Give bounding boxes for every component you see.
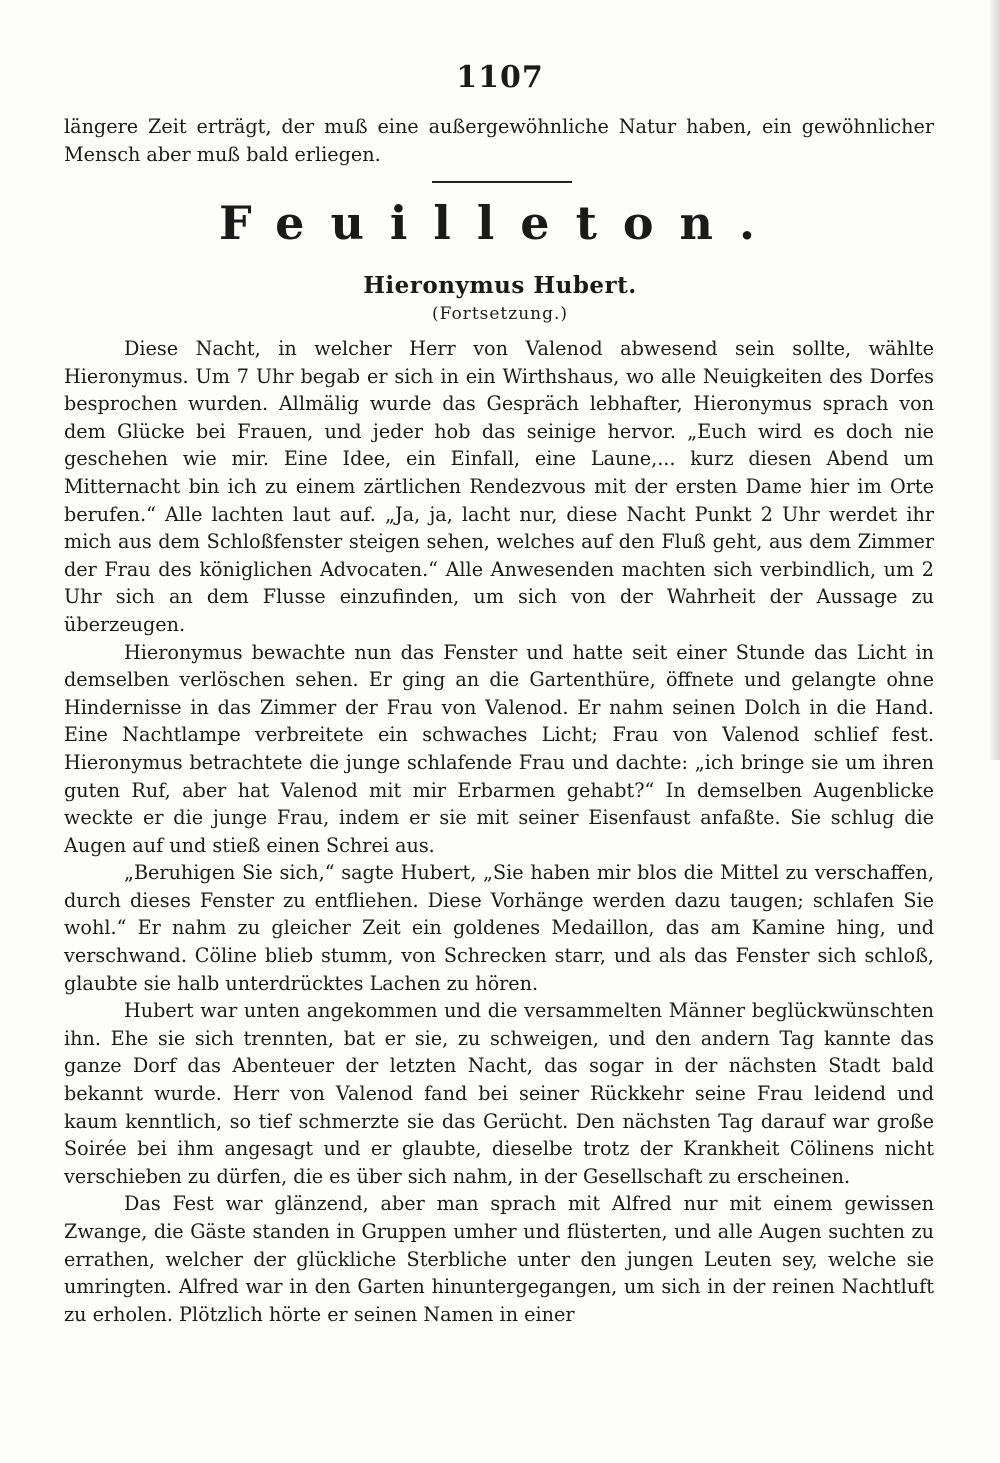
paragraph: Hieronymus bewachte nun das Fenster und hatte seit einer Stunde das Licht in demselben verlöschen sehen. Er ging an die Gartenthüre, öffnete und gelangte ohne Hindernisse in das Zimmer der Frau von Valenod. Er nahm seinen Dolch in die Hand. Eine Nachtlampe verbreitete ein schwaches Licht; Frau von Valenod schlief fest. Hieronymus betrachtete die junge schlafende Frau und dachte: „ich bringe sie um ihren guten Ruf, aber hat Valenod mit mir Erbarmen gehabt?“ In demselben Augenblicke weckte er die junge Frau, indem er sie mit seiner Eisenfaust anfaßte. Sie schlug die Augen auf und stieß einen Schrei aus.	[64, 640, 934, 857]
paragraph: Diese Nacht, in welcher Herr von Valenod abwesend sein sollte, wählte Hieronymus. Um 7 Uhr begab er sich in ein Wirthshaus, wo alle Neuigkeiten des Dorfes besprochen wurden. Allmälig wurde das Gespräch lebhafter, Hieronymus sprach von dem Glücke bei Frauen, und jeder hob das seinige hervor. „Euch wird es doch nie geschehen wie mir. Eine Idee, ein Einfall, eine Laune,... kurz diesen Abend um Mitternacht bin ich zu einem zärtlichen Rendezvous mit der ersten Dame hier im Orte berufen.“ Alle lachten laut auf. „Ja, ja, lacht nur, diese Nacht Punkt 2 Uhr werdet ihr mich aus dem Schloßfenster steigen sehen, welches auf den Fluß geht, aus dem Zimmer der Frau des königlichen Advocaten.“ Alle Anwesenden machten sich verbindlich, um 2 Uhr sich an dem Flusse einzufinden, um sich von der Wahrheit der Aussage zu überzeugen.	[64, 337, 934, 636]
article-subtitle: (Fortsetzung.)	[431, 304, 569, 324]
continued-paragraph: längere Zeit erträgt, der muß eine außergewöhnliche Natur haben, ein gewöhnlicher Mensch aber muß bald erliegen.	[64, 115, 934, 166]
section-divider	[432, 181, 572, 183]
continued-text	[64, 113, 934, 168]
page-number: 1107	[456, 60, 544, 95]
paragraph: Das Fest war glänzend, aber man sprach mit Alfred nur mit einem gewissen Zwange, die Gäste standen in Gruppen umher und flüsterten, und alle Augen suchten zu errathen, welcher der glückliche Sterbliche unter den jungen Leuten sey, welche sie umringten. Alfred war in den Garten hinuntergegangen, um sich in der reinen Nachtluft zu erholen. Plötzlich hörte er seinen Namen in einer	[64, 1192, 934, 1326]
article-body	[64, 335, 934, 1328]
page-edge-shadow	[990, 0, 1000, 760]
paragraph: „Beruhigen Sie sich,“ sagte Hubert, „Sie haben mir blos die Mittel zu verschaffen, durch dieses Fenster zu entfliehen. Diese Vorhänge werden dazu taugen; schlafen Sie wohl.“ Er nahm zu gleicher Zeit ein goldenes Medaillon, das am Kamine hing, und verschwand. Cöline blieb stumm, von Schrecken starr, und als das Fenster sich schloß, glaubte sie halb unterdrücktes Lachen zu hören.	[64, 861, 934, 995]
paragraph: Hubert war unten angekommen und die versammelten Männer beglückwünschten ihn. Ehe sie sich trennten, bat er sie, zu schweigen, und den andern Tag kannte das ganze Dorf das Abenteuer der letzten Nacht, das sogar in der nächsten Stadt bald bekannt wurde. Herr von Valenod fand bei seiner Rückkehr seine Frau leidend und kaum kenntlich, so tief schmerzte sie das Gerücht. Den nächsten Tag darauf war große Soirée bei ihm angesagt und er glaubte, dieselbe trotz der Krankheit Cölinens nicht verschieben zu dürfen, die es über sich nahm, in der Gesellschaft zu erscheinen.	[64, 999, 934, 1188]
section-title: Feuilleton.	[219, 196, 781, 250]
article-title: Hieronymus Hubert.	[363, 272, 637, 299]
